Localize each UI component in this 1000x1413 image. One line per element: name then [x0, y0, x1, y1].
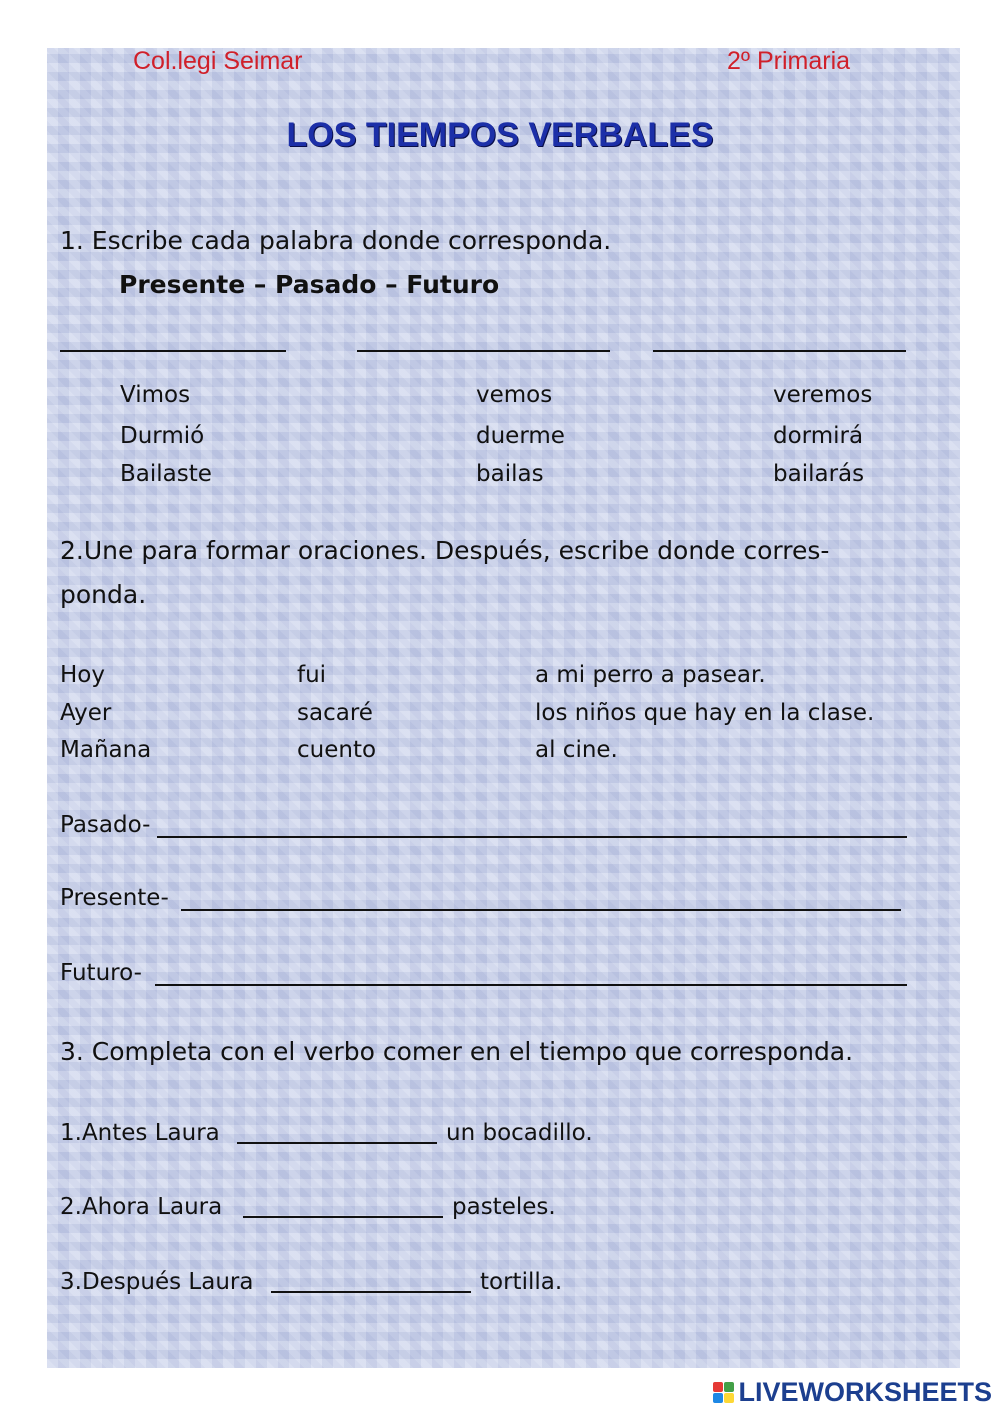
match-time-word: Hoy — [60, 662, 105, 688]
verb-blank-3[interactable] — [271, 1291, 471, 1293]
blocks-icon — [713, 1382, 734, 1403]
verb-blank-1[interactable] — [237, 1142, 437, 1144]
match-verb: sacaré — [297, 700, 373, 726]
sentence-start: 3.Después Laura — [60, 1269, 254, 1295]
liveworksheets-logo[interactable] — [713, 1377, 992, 1408]
exercise1-instruction: 1. Escribe cada palabra donde corresponda. — [60, 226, 612, 255]
brand-name: LIVEWORKSHEETS — [738, 1377, 992, 1407]
exercise1-categories: Presente – Pasado – Futuro — [119, 270, 500, 299]
word-futuro: veremos — [773, 382, 873, 408]
sentence-end: pasteles. — [452, 1194, 556, 1220]
match-complement: al cine. — [535, 737, 618, 763]
answer-label-pasado: Pasado- — [60, 812, 151, 838]
match-verb: fui — [297, 662, 327, 688]
match-complement: a mi perro a pasear. — [535, 662, 766, 688]
sentence-end: un bocadillo. — [446, 1120, 593, 1146]
grade-label: 2º Primaria — [727, 47, 851, 75]
answer-label-presente: Presente- — [60, 885, 169, 911]
answer-blank-3[interactable] — [653, 350, 906, 352]
logo-block — [724, 1382, 734, 1392]
sentence-start: 1.Antes Laura — [60, 1120, 220, 1146]
logo-block — [713, 1382, 723, 1392]
word-pasado: Bailaste — [120, 461, 212, 487]
answer-line-presente[interactable] — [181, 909, 901, 911]
word-futuro: dormirá — [773, 423, 864, 449]
answer-blank-2[interactable] — [357, 350, 610, 352]
match-verb: cuento — [297, 737, 377, 763]
logo-block — [724, 1393, 734, 1403]
school-name: Col.legi Seimar — [133, 47, 303, 75]
word-presente: vemos — [476, 382, 553, 408]
exercise3-instruction: 3. Completa con el verbo comer en el tiempo que corresponda. — [60, 1037, 854, 1066]
word-presente: bailas — [476, 461, 544, 487]
logo-block — [713, 1393, 723, 1403]
match-time-word: Ayer — [60, 700, 112, 726]
word-futuro: bailarás — [773, 461, 865, 487]
match-complement: los niños que hay en la clase. — [535, 700, 875, 726]
page-title: LOS TIEMPOS VERBALES — [286, 116, 714, 154]
exercise2-instruction: 2.Une para formar oraciones. Después, escribe donde corres- — [60, 536, 830, 565]
word-presente: duerme — [476, 423, 565, 449]
sentence-start: 2.Ahora Laura — [60, 1194, 223, 1220]
answer-line-futuro[interactable] — [155, 984, 907, 986]
word-pasado: Vimos — [120, 382, 191, 408]
answer-blank-1[interactable] — [60, 350, 286, 352]
word-pasado: Durmió — [120, 423, 205, 449]
answer-line-pasado[interactable] — [157, 836, 907, 838]
verb-blank-2[interactable] — [243, 1216, 443, 1218]
sentence-end: tortilla. — [480, 1269, 563, 1295]
match-time-word: Mañana — [60, 737, 152, 763]
answer-label-futuro: Futuro- — [60, 960, 142, 986]
exercise2-instruction-cont: ponda. — [60, 580, 147, 609]
